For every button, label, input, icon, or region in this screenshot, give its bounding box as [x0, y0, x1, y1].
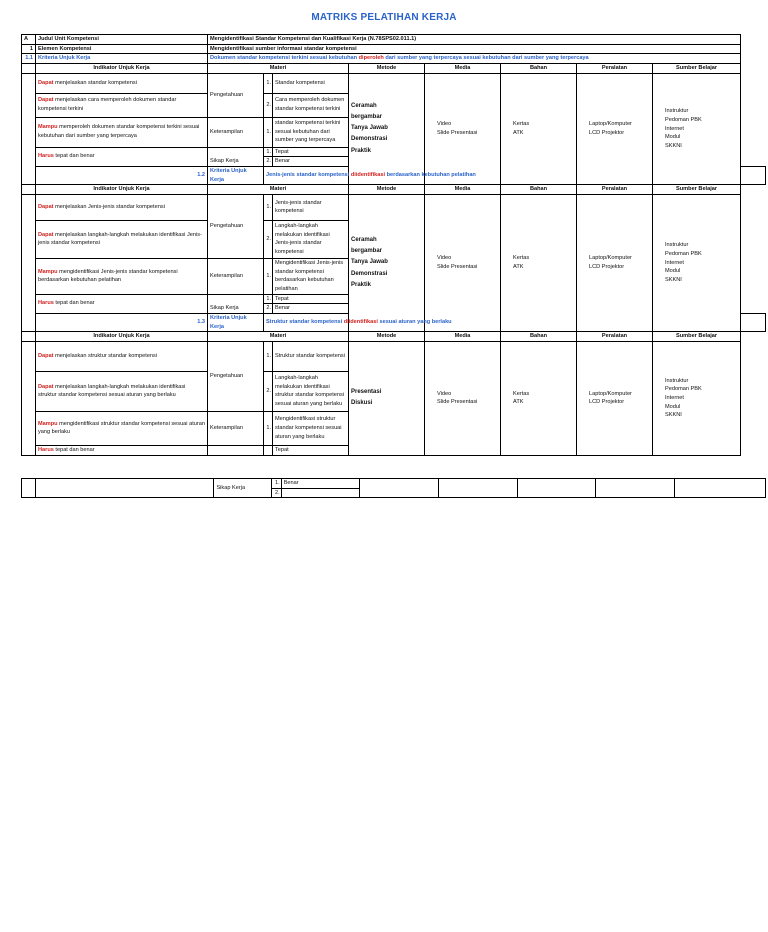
kuk-row	[22, 313, 766, 331]
col-media: Media	[425, 185, 501, 195]
kind-keterampilan: Keterampilan	[208, 258, 264, 294]
indicator: Harus tepat dan benar	[36, 294, 208, 313]
column-header-row	[22, 185, 766, 195]
kuk-code: 1.3	[36, 313, 208, 331]
element-value: Mengidentifikasi sumber informasi standar kompetensi	[208, 44, 741, 54]
metode-item: Ceramah	[351, 237, 377, 244]
materi-number: 2.	[264, 371, 273, 411]
col-sumber: Sumber Belajar	[653, 63, 741, 73]
sumber-item: Internet	[665, 125, 684, 132]
col-media: Media	[425, 63, 501, 73]
materi-number: 1.	[264, 117, 273, 147]
materi-item: Mengidentifikasi struktur standar kompetensi sesuai aturan yang berlaku	[273, 411, 349, 445]
col-sumber: Sumber Belajar	[653, 185, 741, 195]
page-title: MATRIKS PELATIHAN KERJA	[311, 12, 457, 23]
col-materi: Materi	[208, 332, 349, 342]
kuk-row	[22, 166, 766, 184]
metode-item: Tanya Jawab	[351, 125, 388, 132]
media-item: Slide Presentasi	[437, 264, 478, 271]
metode-list	[349, 341, 425, 455]
element-label: Elemen Kompetensi	[36, 44, 208, 54]
materi-number: 1.	[264, 147, 273, 157]
indicator: Dapat menjelaskan cara memperoleh dokumen standar kompetensi terkini	[36, 93, 208, 117]
metode-item: Praktik	[351, 147, 372, 154]
unit-title-row	[22, 35, 766, 45]
kuk-text: Jenis-jenis standar kompetensi diidentifikasi berdasarkan kebutuhan pelatihan	[264, 166, 766, 184]
materi-number: 2.	[264, 304, 273, 314]
indicator: Dapat menjelaskan langkah-langkah melakukan identifikasi struktur standar kompetensi sesuai aturan yang berlaku	[36, 371, 208, 411]
sumber-item: SKKNI	[665, 142, 682, 149]
materi-item: Langkah-langkah melakukan identifikasi struktur standar kompetensi sesuai aturan yang berlaku	[273, 371, 349, 411]
bahan-item: ATK	[513, 129, 524, 136]
col-peralatan: Peralatan	[577, 332, 653, 342]
blank-footer-table: Sikap Kerja 1. Benar 2.	[21, 478, 766, 498]
media-item: Slide Presentasi	[437, 399, 478, 406]
sumber-item: Pedoman PBK	[665, 386, 702, 393]
sumber-item: Modul	[665, 134, 681, 141]
sumber-item: Pedoman PBK	[665, 116, 702, 123]
media-list	[425, 194, 501, 331]
materi-number: 1.	[264, 258, 273, 294]
bahan-item: ATK	[513, 264, 524, 271]
materi-item: standar kompetensi terkini sesuai kebutuhan dari sumber yang terpercaya	[273, 117, 349, 147]
metode-item: Ceramah	[351, 103, 377, 110]
metode-item: Tanya Jawab	[351, 259, 388, 266]
sumber-list	[653, 341, 741, 455]
materi-item: Struktur standar kompetensi	[273, 341, 349, 371]
bahan-item: Kertas	[513, 121, 530, 128]
metode-item: Demonstrasi	[351, 270, 388, 277]
col-bahan: Bahan	[501, 63, 577, 73]
materi-item: Benar	[273, 304, 349, 314]
kind-sikap: Sikap Kerja	[208, 294, 264, 313]
metode-item: bergambar	[351, 114, 383, 121]
col-bahan: Bahan	[501, 185, 577, 195]
footer-sikap-kerja: Sikap Kerja	[214, 479, 272, 498]
kuk-text: Struktur standar kompetensi diidentifikasi sesuai aturan yang berlaku	[264, 313, 766, 331]
peralatan-item: Laptop/Komputer	[589, 255, 632, 262]
sumber-item: Instruktur	[665, 242, 689, 249]
col-sumber: Sumber Belajar	[653, 332, 741, 342]
unit-label: Judul Unit Kompetensi	[36, 35, 208, 45]
kind-pengetahuan: Pengetahuan	[208, 341, 264, 411]
indicator: Mampu memperoleh dokumen standar kompetensi terkini sesuai kebutuhan dari sumber yang terpercaya	[36, 117, 208, 147]
materi-item: Mengidentifikasi Jenis-jenis standar kompetensi berdasarkan kebutuhan pelatihan	[273, 258, 349, 294]
metode-item: Demonstrasi	[351, 136, 388, 143]
media-item: Slide Presentasi	[437, 129, 478, 136]
materi-number: 1.	[264, 411, 273, 445]
kind-pengetahuan: Pengetahuan	[208, 73, 264, 117]
materi-number: 1.	[264, 294, 273, 304]
sumber-item: Internet	[665, 394, 684, 401]
kind-keterampilan: Keterampilan	[208, 117, 264, 147]
metode-item: Diskusi	[351, 400, 373, 407]
kind-sikap: Sikap Kerja	[208, 147, 264, 166]
col-metode: Metode	[349, 332, 425, 342]
kuk-text: Dokumen standar kompetensi terkini sesuai kebutuhan diperoleh dari sumber yang terpercaya sesuai kebutuhan dari sumber yang terpercaya	[208, 54, 741, 64]
media-item: Video	[437, 255, 452, 262]
indicator: Harus tepat dan benar	[36, 147, 208, 166]
kuk-label: Kriteria Unjuk Kerja	[36, 54, 208, 64]
bahan-item: ATK	[513, 399, 524, 406]
unit-code: A	[22, 35, 36, 45]
peralatan-item: LCD Projektor	[589, 264, 625, 271]
sumber-item: SKKNI	[665, 277, 682, 284]
peralatan-item: LCD Projektor	[589, 399, 625, 406]
col-bahan: Bahan	[501, 332, 577, 342]
materi-item: Tepat	[273, 294, 349, 304]
training-matrix-table	[21, 34, 766, 456]
materi-number: 1.	[264, 73, 273, 93]
materi-item: Tepat	[273, 445, 349, 455]
media-item: Video	[437, 121, 452, 128]
indicator: Harus tepat dan benar	[36, 445, 208, 455]
kind-keterampilan: Keterampilan	[208, 411, 264, 445]
col-indikator: Indikator Unjuk Kerja	[36, 332, 208, 342]
column-header-row	[22, 63, 766, 73]
materi-item: Cara memperoleh dokumen standar kompetensi terkini	[273, 93, 349, 117]
metode-list	[349, 194, 425, 331]
col-indikator: Indikator Unjuk Kerja	[36, 185, 208, 195]
kuk-label: Kriteria Unjuk Kerja	[208, 313, 264, 331]
col-metode: Metode	[349, 185, 425, 195]
peralatan-list	[577, 194, 653, 331]
materi-number: 2.	[264, 157, 273, 167]
kuk-code: 1.2	[36, 166, 208, 184]
indicator: Mampu mengidentifikasi Jenis-jenis standar kompetensi berdasarkan kebutuhan pelatihan	[36, 258, 208, 294]
peralatan-item: Laptop/Komputer	[589, 390, 632, 397]
col-peralatan: Peralatan	[577, 185, 653, 195]
metode-item: bergambar	[351, 248, 383, 255]
sumber-item: Instruktur	[665, 377, 689, 384]
unit-value: Mengidentifikasi Standar Kompetensi dan Kualifikasi Kerja (N.78SPS02.011.1)	[208, 35, 741, 45]
col-metode: Metode	[349, 63, 425, 73]
materi-number	[264, 445, 273, 455]
sumber-item: Pedoman PBK	[665, 251, 702, 258]
kuk-label: Kriteria Unjuk Kerja	[208, 166, 264, 184]
col-media: Media	[425, 332, 501, 342]
sumber-item: Instruktur	[665, 108, 689, 115]
indicator: Dapat menjelaskan langkah-langkah melakukan identifikasi Jenis-jenis standar kompetensi	[36, 220, 208, 258]
materi-item: Tepat	[273, 147, 349, 157]
materi-item: Jenis-jenis standar kompetensi	[273, 194, 349, 220]
materi-item: Langkah-langkah melakukan identifikasi Jenis-jenis standar kompetensi	[273, 220, 349, 258]
metode-item: Praktik	[351, 281, 372, 288]
bahan-item: Kertas	[513, 390, 530, 397]
bahan-list	[501, 194, 577, 331]
indicator: Dapat menjelaskan standar kompetensi	[36, 73, 208, 93]
sumber-item: Internet	[665, 259, 684, 266]
sumber-item: Modul	[665, 403, 681, 410]
col-materi: Materi	[208, 185, 349, 195]
materi-item: Benar	[273, 157, 349, 167]
col-materi: Materi	[208, 63, 349, 73]
sumber-list	[653, 194, 741, 331]
column-header-row	[22, 332, 766, 342]
element-code: 1	[22, 44, 36, 54]
metode-item: Presentasi	[351, 389, 382, 396]
materi-number: 2.	[264, 93, 273, 117]
kuk-code: 1.1	[22, 54, 36, 64]
sumber-item: Modul	[665, 268, 681, 275]
materi-number: 1.	[264, 194, 273, 220]
footer-benar: Benar	[281, 479, 360, 489]
indicator: Dapat menjelaskan struktur standar kompetensi	[36, 341, 208, 371]
col-indikator: Indikator Unjuk Kerja	[36, 63, 208, 73]
sumber-item: SKKNI	[665, 412, 682, 419]
kind-pengetahuan: Pengetahuan	[208, 194, 264, 258]
peralatan-item: LCD Projektor	[589, 129, 625, 136]
indicator: Mampu mengidentifikasi struktur standar kompetensi sesuai aturan yang berlaku	[36, 411, 208, 445]
bahan-item: Kertas	[513, 255, 530, 262]
kuk-row	[22, 54, 766, 64]
indicator: Dapat menjelaskan Jenis-jenis standar kompetensi	[36, 194, 208, 220]
materi-number: 1.	[264, 341, 273, 371]
materi-item: Standar kompetensi	[273, 73, 349, 93]
col-peralatan: Peralatan	[577, 63, 653, 73]
element-row	[22, 44, 766, 54]
materi-number: 2.	[264, 220, 273, 258]
media-list	[425, 341, 501, 455]
bahan-list	[501, 341, 577, 455]
peralatan-item: Laptop/Komputer	[589, 121, 632, 128]
peralatan-list	[577, 341, 653, 455]
media-item: Video	[437, 390, 452, 397]
